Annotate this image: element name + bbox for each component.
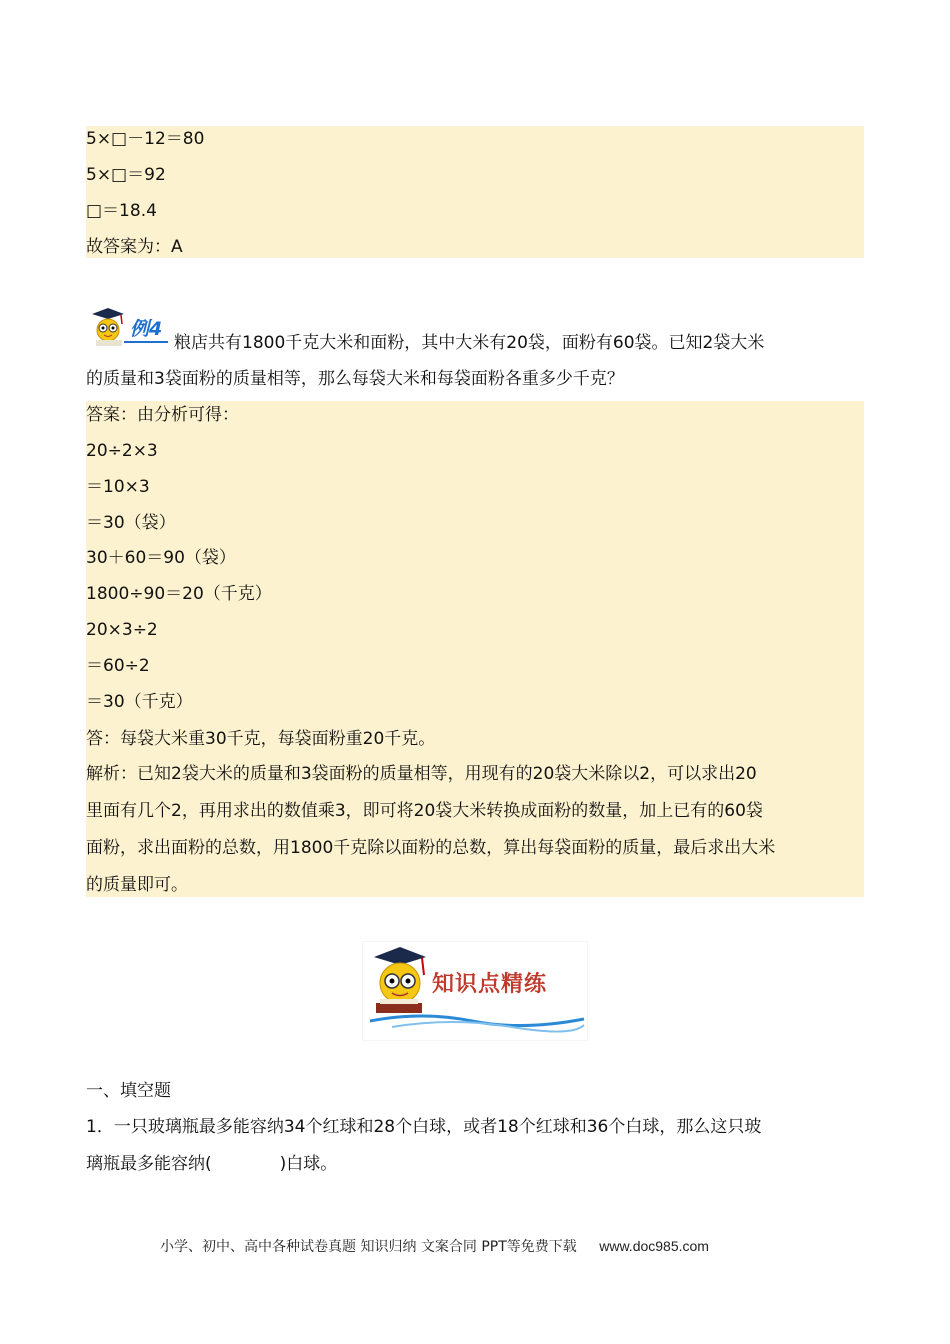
answer-line: 30＋60＝90（袋）	[86, 548, 236, 568]
footer-url[interactable]: www.doc985.com	[599, 1238, 709, 1254]
analysis-line: 面粉，求出面粉的总数，用1800千克除以面粉的总数，算出每袋面粉的质量，最后求出大米	[86, 838, 776, 858]
example-badge-label: 例4	[130, 318, 163, 340]
page-footer	[160, 1236, 709, 1256]
question-1-text: 1．一只玻璃瓶最多能容纳34个红球和28个白球，或者18个红球和36个白球，那么这只玻	[86, 1117, 762, 1137]
question-text: 的质量和3袋面粉的质量相等，那么每袋大米和每袋面粉各重多少千克？	[86, 369, 624, 389]
answer-line: 答：每袋大米重30千克，每袋面粉重20千克。	[86, 729, 436, 749]
example-badge	[88, 306, 170, 350]
answer-line: 20×3÷2	[86, 620, 158, 640]
analysis-line: 里面有几个2，再用求出的数值乘3，即可将20袋大米转换成面粉的数量，加上已有的60袋	[86, 801, 763, 821]
knowledge-practice-banner	[362, 941, 588, 1041]
answer-line: 答案：由分析可得：	[86, 405, 239, 425]
answer-conclusion: 故答案为：A	[86, 237, 183, 257]
answer-line: ＝30（袋）	[86, 513, 176, 533]
answer-line: ＝60÷2	[86, 656, 150, 676]
question-1-text: 璃瓶最多能容纳( )白球。	[86, 1154, 338, 1174]
analysis-line: 解析：已知2袋大米的质量和3袋面粉的质量相等，用现有的20袋大米除以2，可以求出20	[86, 764, 757, 784]
banner-label: 知识点精练	[432, 972, 548, 997]
equation-line: 5×□＝92	[86, 165, 166, 185]
section-heading: 一、填空题	[86, 1081, 171, 1101]
answer-line: ＝30（千克）	[86, 692, 193, 712]
equation-line: 5×□－12＝80	[86, 129, 205, 149]
footer-text: 小学、初中、高中各种试卷真题 知识归纳 文案合同 PPT等免费下载	[160, 1239, 577, 1255]
question-text: 粮店共有1800千克大米和面粉，其中大米有20袋，面粉有60袋。已知2袋大米	[174, 333, 765, 353]
answer-line: 20÷2×3	[86, 441, 158, 461]
analysis-line: 的质量即可。	[86, 875, 188, 895]
equation-line: □＝18.4	[86, 201, 157, 221]
answer-line: ＝10×3	[86, 477, 150, 497]
answer-line: 1800÷90＝20（千克）	[86, 584, 272, 604]
